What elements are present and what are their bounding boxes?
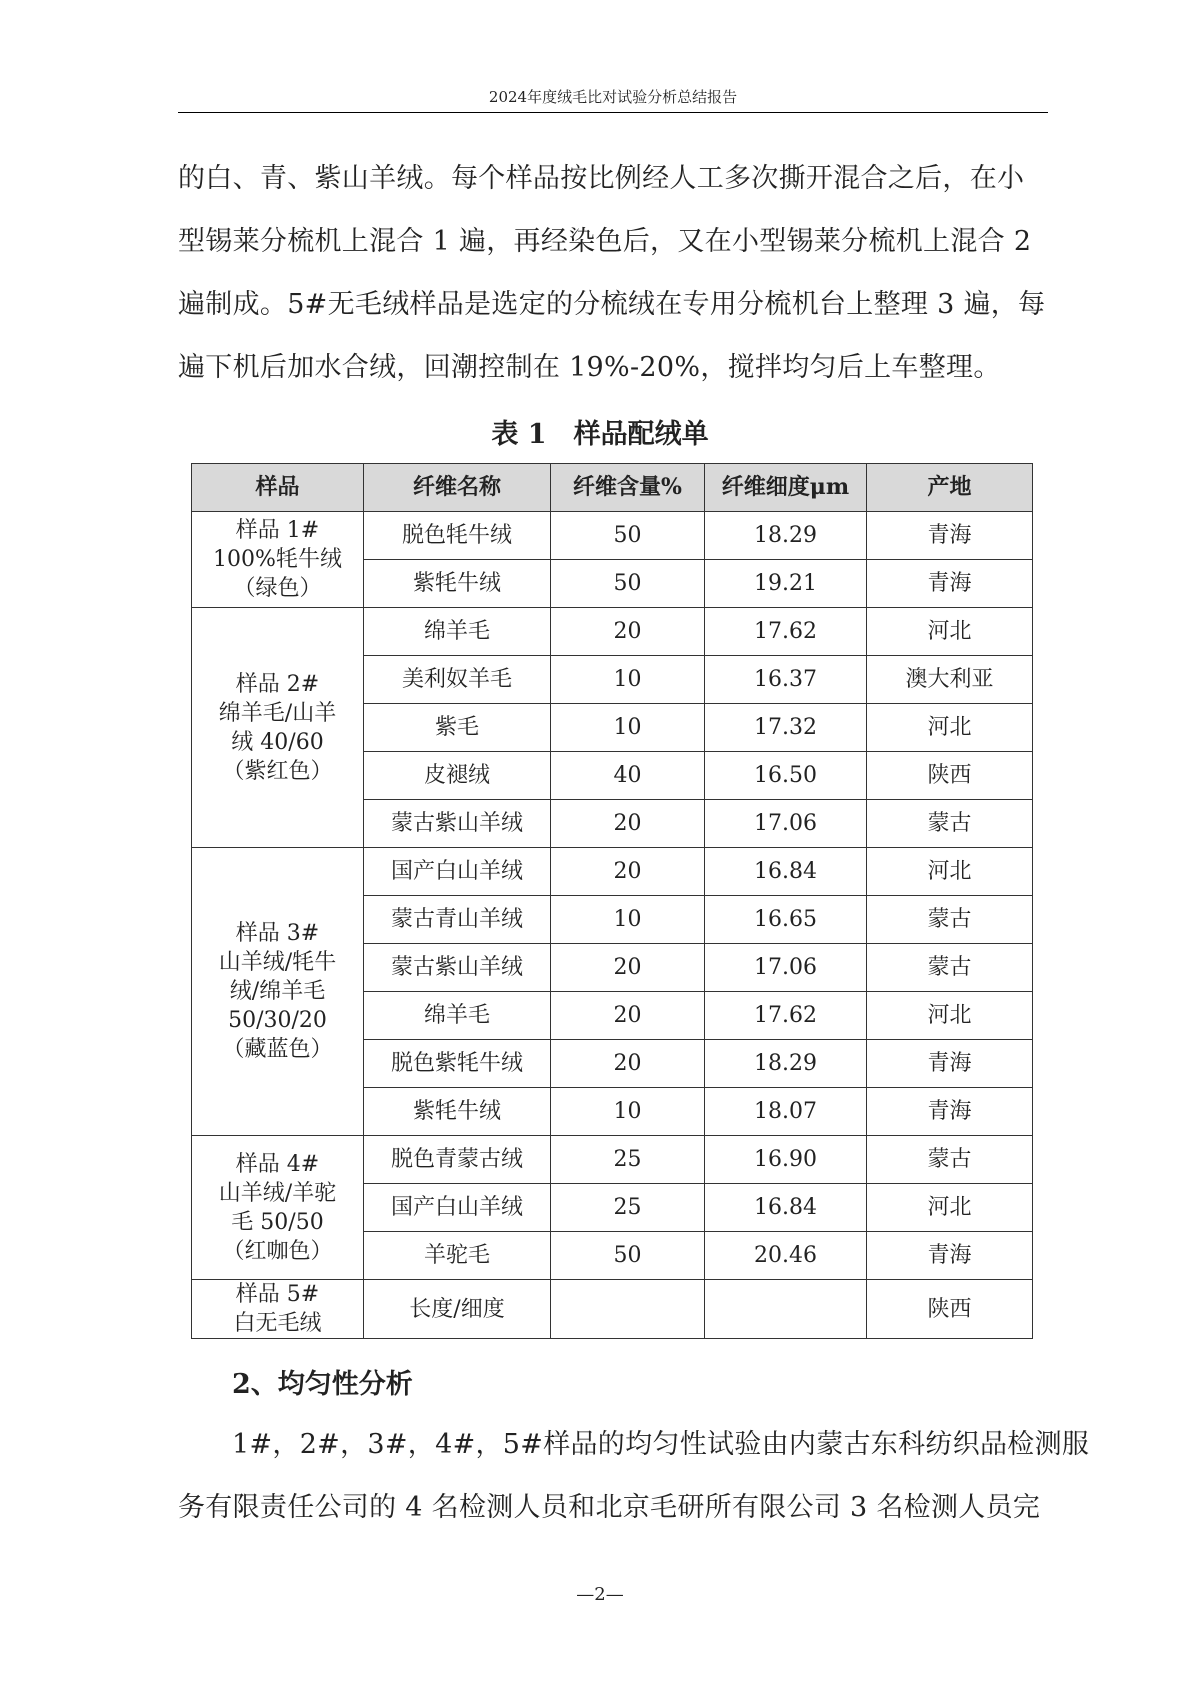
text-line: 1#，2#，3#，4#，5#样品的均匀性试验由内蒙古东科纺织品检测服 <box>232 1429 1090 1460</box>
table-cell: 17.06 <box>705 800 867 848</box>
table-cell: 蒙古 <box>867 944 1033 992</box>
table-cell: 17.06 <box>705 944 867 992</box>
text-line: 遍下机后加水合绒，回潮控制在 19%-20%，搅拌均匀后上车整理。 <box>178 352 1001 383</box>
section-heading: 2、均匀性分析 <box>232 1369 413 1400</box>
table-cell: 紫牦牛绒 <box>364 560 551 608</box>
sample-label-line: 绵羊毛/山羊 <box>218 700 337 726</box>
column-header: 纤维名称 <box>364 464 551 512</box>
sample-label-line: 山羊绒/羊驼 <box>218 1180 337 1206</box>
table-row <box>192 608 1033 656</box>
table-cell: 紫毛 <box>364 704 551 752</box>
text-line: 型锡莱分梳机上混合 1 遍，再经染色后，又在小型锡莱分梳机上混合 2 <box>178 226 1032 257</box>
column-header: 产地 <box>867 464 1033 512</box>
paragraph-2 <box>178 1413 1090 1539</box>
table-cell: 青海 <box>867 512 1033 560</box>
sample-label-line: 样品 2# <box>235 671 320 697</box>
paragraph-1 <box>178 147 1048 399</box>
sample-label-line: （红咖色） <box>222 1238 333 1264</box>
table-cell: 国产白山羊绒 <box>364 1184 551 1232</box>
table-cell: 16.50 <box>705 752 867 800</box>
sample-cell <box>192 848 364 1136</box>
sample-label-line: 100%牦牛绒 <box>213 547 342 572</box>
sample-label-line: 绒 40/60 <box>231 729 324 755</box>
table-cell: 绵羊毛 <box>364 608 551 656</box>
table-cell: 20.46 <box>705 1232 867 1280</box>
table-cell: 澳大利亚 <box>867 656 1033 704</box>
table-cell: 紫牦牛绒 <box>364 1088 551 1136</box>
table-cell: 18.29 <box>705 512 867 560</box>
table-cell: 青海 <box>867 1232 1033 1280</box>
table-cell: 25 <box>551 1184 705 1232</box>
table-cell: 青海 <box>867 1088 1033 1136</box>
table-cell: 河北 <box>867 1184 1033 1232</box>
sample-label-line: 50/30/20 <box>228 1008 327 1033</box>
table-cell: 羊驼毛 <box>364 1232 551 1280</box>
table-cell <box>551 1280 705 1339</box>
table-cell: 脱色牦牛绒 <box>364 512 551 560</box>
sample-label-line: 样品 1# <box>235 518 320 543</box>
table-cell: 蒙古紫山羊绒 <box>364 944 551 992</box>
table-cell: 16.65 <box>705 896 867 944</box>
column-header: 纤维含量% <box>551 464 705 512</box>
table-caption: 表 1 样品配绒单 <box>491 419 709 450</box>
table-cell: 16.37 <box>705 656 867 704</box>
table-cell: 蒙古 <box>867 1136 1033 1184</box>
sample-label-line: 毛 50/50 <box>231 1209 324 1235</box>
table-cell: 河北 <box>867 992 1033 1040</box>
text-line: 务有限责任公司的 4 名检测人员和北京毛研所有限公司 3 名检测人员完 <box>178 1492 1041 1523</box>
table-cell: 17.62 <box>705 992 867 1040</box>
table-cell: 18.29 <box>705 1040 867 1088</box>
table-cell: 18.07 <box>705 1088 867 1136</box>
table-cell: 陕西 <box>867 752 1033 800</box>
table-cell: 青海 <box>867 1040 1033 1088</box>
sample-label-line: 山羊绒/牦牛 <box>218 950 337 975</box>
sample-cell <box>192 512 364 608</box>
table-cell: 蒙古紫山羊绒 <box>364 800 551 848</box>
table-cell: 16.84 <box>705 848 867 896</box>
table-cell: 蒙古 <box>867 800 1033 848</box>
table-cell: 河北 <box>867 704 1033 752</box>
text-line: 的白、青、紫山羊绒。每个样品按比例经人工多次撕开混合之后，在小 <box>178 163 1025 194</box>
table-cell: 19.21 <box>705 560 867 608</box>
table-cell: 20 <box>551 800 705 848</box>
table-cell: 绵羊毛 <box>364 992 551 1040</box>
table-cell: 10 <box>551 1088 705 1136</box>
running-header: 2024年度绒毛比对试验分析总结报告 <box>488 88 738 106</box>
table-cell: 美利奴羊毛 <box>364 656 551 704</box>
table-cell: 50 <box>551 560 705 608</box>
table-cell: 10 <box>551 896 705 944</box>
table-cell: 皮褪绒 <box>364 752 551 800</box>
sample-label-line: 白无毛绒 <box>233 1311 322 1336</box>
table-cell: 10 <box>551 656 705 704</box>
table-cell: 50 <box>551 512 705 560</box>
table-cell: 17.62 <box>705 608 867 656</box>
sample-label-line: （紫红色） <box>222 758 333 784</box>
table-cell: 20 <box>551 944 705 992</box>
sample-cell <box>192 608 364 848</box>
sample-label-line: 样品 3# <box>235 921 320 946</box>
table-cell: 25 <box>551 1136 705 1184</box>
table-cell: 河北 <box>867 608 1033 656</box>
table-row <box>192 1280 1033 1339</box>
table-cell: 20 <box>551 608 705 656</box>
table-cell: 16.84 <box>705 1184 867 1232</box>
table-cell: 脱色青蒙古绒 <box>364 1136 551 1184</box>
header-rule <box>178 112 1048 113</box>
table-cell: 20 <box>551 1040 705 1088</box>
table-header-row <box>192 464 1033 512</box>
table-cell: 20 <box>551 848 705 896</box>
table-cell: 蒙古 <box>867 896 1033 944</box>
table-cell: 10 <box>551 704 705 752</box>
table-row <box>192 1136 1033 1184</box>
page-number: —2— <box>576 1584 624 1605</box>
sample-label-line: （绿色） <box>233 576 322 601</box>
sample-label-line: （藏蓝色） <box>222 1037 333 1062</box>
sample-table <box>191 463 1033 1339</box>
table-cell: 青海 <box>867 560 1033 608</box>
text-line: 遍制成。5#无毛绒样品是选定的分梳绒在专用分梳机台上整理 3 遍，每 <box>178 289 1046 320</box>
column-header: 纤维细度μm <box>705 464 867 512</box>
table-cell: 20 <box>551 992 705 1040</box>
sample-label-line: 样品 5# <box>235 1282 320 1307</box>
table-cell: 蒙古青山羊绒 <box>364 896 551 944</box>
table-cell: 17.32 <box>705 704 867 752</box>
table-cell: 长度/细度 <box>364 1280 551 1339</box>
sample-label-line: 样品 4# <box>235 1151 320 1177</box>
table-cell: 50 <box>551 1232 705 1280</box>
table-cell <box>705 1280 867 1339</box>
table-cell: 陕西 <box>867 1280 1033 1339</box>
table-cell: 脱色紫牦牛绒 <box>364 1040 551 1088</box>
table-cell: 河北 <box>867 848 1033 896</box>
sample-label-line: 绒/绵羊毛 <box>229 979 326 1004</box>
column-header: 样品 <box>192 464 364 512</box>
sample-cell <box>192 1280 364 1339</box>
sample-cell <box>192 1136 364 1280</box>
table-cell: 40 <box>551 752 705 800</box>
table-row <box>192 512 1033 560</box>
table-cell: 16.90 <box>705 1136 867 1184</box>
table-row <box>192 848 1033 896</box>
table-cell: 国产白山羊绒 <box>364 848 551 896</box>
